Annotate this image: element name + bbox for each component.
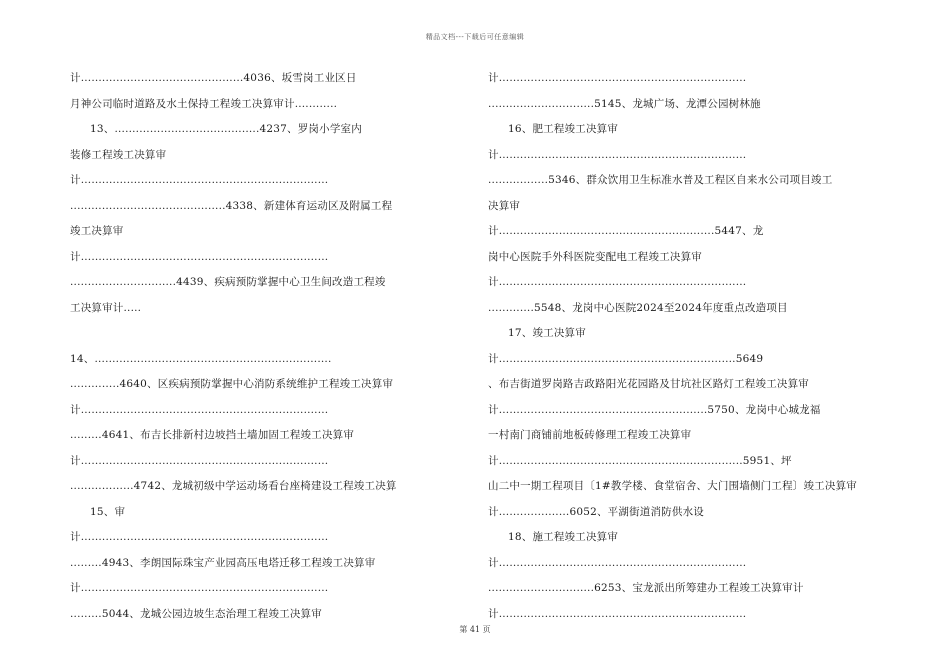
toc-line: .........4641、布吉长排新村边坡挡土墙加固工程竣工决算审: [70, 429, 355, 441]
page-header: 精品文档---下载后可任意编辑: [425, 33, 525, 41]
toc-line: 计.............................................................5447、龙: [488, 225, 764, 237]
toc-line: 岗中心医院手外科医院变配电工程竣工决算审: [488, 250, 702, 263]
toc-line: 装修工程竣工决算审: [70, 148, 167, 161]
toc-line: 计......................................................................: [488, 148, 747, 161]
toc-line: ..............................4439、疾病预防掌握中心卫生间改造工程竣: [70, 276, 386, 288]
page-footer: 第 41 页: [459, 625, 491, 634]
toc-line: 竣工决算审: [70, 225, 124, 237]
toc-line: 计......................................................................: [488, 607, 747, 620]
toc-line: 计....................6052、平湖街道消防供水设: [488, 505, 704, 518]
toc-line: ..............4640、区疾病预防掌握中心消防系统维护工程竣工决算审: [70, 378, 394, 390]
toc-line: .............5548、龙岗中心医院2024至2024年度重点改造项目: [488, 301, 788, 314]
toc-line: 、布吉街道罗岗路吉政路阳光花园路及甘坑社区路灯工程竣工决算审: [488, 378, 809, 390]
toc-line: 计.....................................................................5951、坪: [488, 454, 792, 467]
toc-line: 一村南门商铺前地板砖修理工程竣工决算审: [488, 429, 692, 441]
toc-line: ..................4742、龙城初级中学运动场看台座椅建设工程竣工决算: [70, 480, 397, 492]
toc-line: ............................................4338、新建体育运动区及附属工程: [70, 199, 393, 212]
toc-line: 计......................................................................: [70, 582, 329, 594]
toc-line: 计......................................................................: [70, 174, 329, 186]
toc-line: 17、竣工决算审: [508, 327, 586, 339]
toc-line: ..............................6253、宝龙派出所筹建办工程竣工决算审计: [488, 582, 804, 594]
toc-line: 计......................................................................: [70, 250, 329, 263]
toc-line: 计......................................................................: [70, 403, 329, 416]
toc-line: .................5346、群众饮用卫生标准水普及工程区自来水公司项目竣工: [488, 174, 833, 186]
toc-line: 计......................................................................: [488, 556, 747, 569]
toc-line: 18、施工程竣工决算审: [508, 531, 619, 543]
toc-line: .........5044、龙城公园边坡生态治理工程竣工决算审: [70, 607, 322, 620]
toc-line: 计...........................................................5750、龙岗中心城龙福: [488, 403, 821, 416]
toc-line: 计......................................................................: [488, 72, 747, 84]
toc-line: .........4943、李朗国际珠宝产业园高压电塔迁移工程竣工决算审: [70, 556, 376, 569]
toc-line: 山二中一期工程项目〔1#教学楼、食堂宿舍、大门围墙侧门工程〕竣工决算审: [488, 480, 857, 492]
toc-line: 计......................................................................: [70, 454, 329, 467]
toc-line: 决算审: [488, 199, 521, 212]
toc-line: [70, 321, 465, 347]
toc-line: 月神公司临时道路及水土保持工程竣工决算审计............: [70, 97, 338, 110]
toc-right-column: [488, 66, 883, 627]
toc-left-column: [70, 66, 465, 627]
toc-line: 计......................................................................: [488, 276, 747, 288]
toc-line: 14、...................................................................: [70, 352, 332, 365]
toc-line: 13、.........................................4237、罗岗小学室内: [90, 123, 362, 135]
toc-line: 15、审: [90, 505, 126, 518]
toc-line: 16、肥工程竣工决算审: [508, 123, 619, 135]
toc-line: 计...................................................................5649: [488, 352, 764, 365]
toc-line: 计..............................................4036、坂雪岗工业区日: [70, 72, 357, 84]
toc-line: 计......................................................................: [70, 531, 329, 543]
toc-line: ..............................5145、龙城广场、龙潭公园树林施: [488, 97, 761, 110]
toc-line: 工决算审计.....: [70, 301, 142, 314]
